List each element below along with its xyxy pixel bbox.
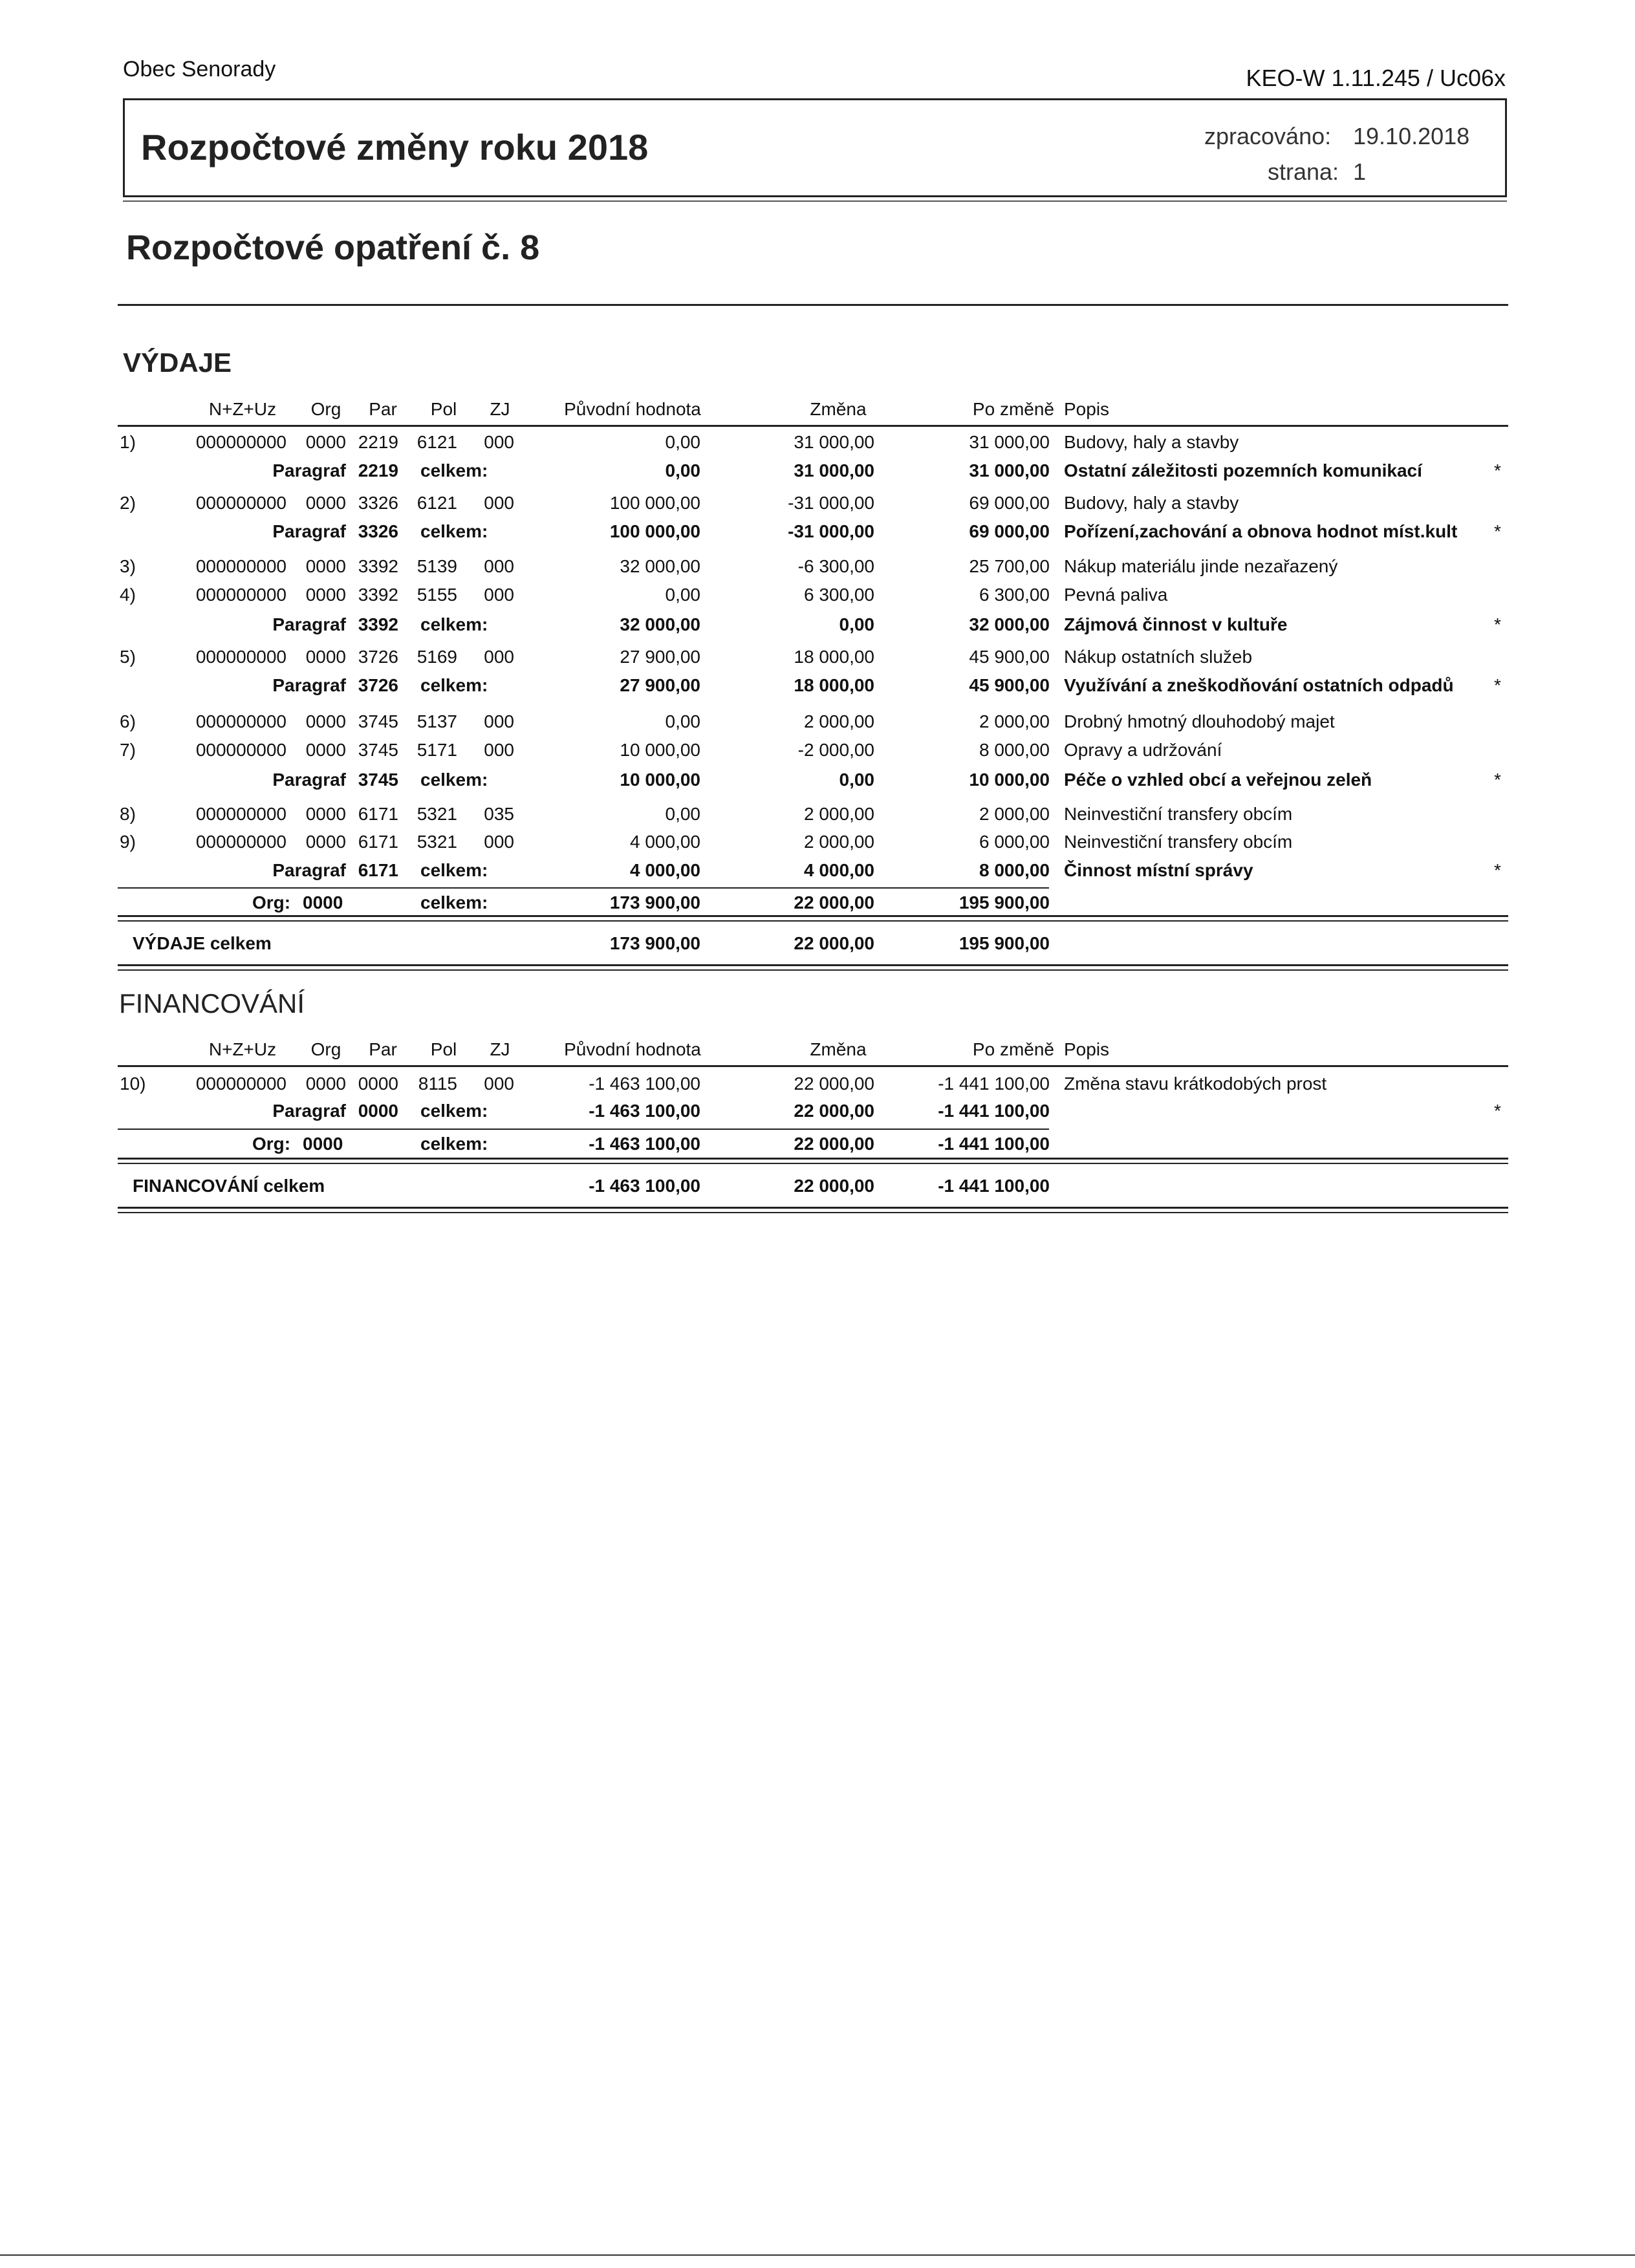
cell-par: 3326 (358, 493, 398, 513)
cell-zj: 035 (484, 804, 514, 824)
cell-desc: Opravy a udržování (1064, 740, 1222, 760)
subtotal-word: celkem: (420, 675, 488, 695)
subtotal-desc: Ostatní záležitosti pozemních komunikací (1064, 460, 1422, 481)
cell-after: 31 000,00 (969, 432, 1050, 452)
cell-nzuz: 000000000 (195, 585, 287, 605)
column-header-zj: ZJ (490, 1039, 510, 1059)
processed-date: 19.10.2018 (1353, 123, 1470, 149)
row-number: 10) (120, 1074, 146, 1094)
subtotal-after: 45 900,00 (969, 675, 1050, 695)
subtotal-original: 32 000,00 (620, 614, 700, 634)
subtotal-code: 3745 (358, 770, 398, 790)
org-total-original: 173 900,00 (609, 892, 700, 913)
cell-pol: 5321 (417, 804, 457, 824)
cell-nzuz: 000000000 (195, 432, 287, 452)
subtotal-word: celkem: (420, 614, 488, 634)
cell-after: -1 441 100,00 (938, 1074, 1050, 1094)
cell-par: 3726 (358, 647, 398, 667)
column-header-par: Par (369, 1039, 397, 1059)
cell-desc: Změna stavu krátkodobých prost (1064, 1074, 1327, 1094)
column-header-original: Původní hodnota (564, 399, 701, 419)
subtotal-star: * (1494, 521, 1501, 541)
subtotal-original: -1 463 100,00 (589, 1101, 700, 1121)
subtotal-desc: Pořízení,zachování a obnova hodnot míst.kult (1064, 521, 1458, 541)
cell-original: 0,00 (665, 711, 700, 731)
subtotal-change: 22 000,00 (794, 1101, 874, 1121)
grand-total-rule-bottom (118, 1207, 1508, 1209)
cell-desc: Nákup ostatních služeb (1064, 647, 1253, 667)
cell-pol: 6121 (417, 493, 457, 513)
cell-org: 0000 (305, 493, 346, 513)
org-total-rule (118, 1129, 1049, 1130)
column-header-desc: Popis (1064, 399, 1110, 419)
cell-after: 2 000,00 (979, 804, 1050, 824)
cell-after: 6 000,00 (979, 832, 1050, 852)
cell-nzuz: 000000000 (195, 647, 287, 667)
cell-change: -2 000,00 (797, 740, 874, 760)
cell-pol: 6121 (417, 432, 457, 452)
org-total-code: 0000 (303, 892, 343, 913)
column-header-pol: Pol (430, 399, 457, 419)
cell-org: 0000 (305, 432, 346, 452)
subtotal-after: 32 000,00 (969, 614, 1050, 634)
column-header-par: Par (369, 399, 397, 419)
cell-par: 3745 (358, 711, 398, 731)
grand-total-rule-top (118, 1158, 1508, 1160)
cell-nzuz: 000000000 (195, 740, 287, 760)
cell-change: 2 000,00 (804, 804, 874, 824)
column-header-after: Po změně (972, 1039, 1054, 1059)
row-number: 9) (120, 832, 136, 852)
cell-after: 2 000,00 (979, 711, 1050, 731)
org-total-word: celkem: (420, 892, 488, 913)
org-total-change: 22 000,00 (794, 1134, 874, 1154)
grand-total-rule-bottom-2 (118, 1212, 1508, 1213)
cell-zj: 000 (484, 432, 514, 452)
cell-original: 32 000,00 (620, 556, 700, 576)
org-total-after: 195 900,00 (958, 892, 1050, 913)
org-total-rule (118, 887, 1049, 889)
cell-pol: 5155 (417, 585, 457, 605)
cell-original: 27 900,00 (620, 647, 700, 667)
subtotal-change: -31 000,00 (788, 521, 874, 541)
cell-nzuz: 000000000 (195, 556, 287, 576)
page-number: 1 (1353, 158, 1367, 185)
title-divider (118, 304, 1508, 306)
subtotal-code: 3726 (358, 675, 398, 695)
subtotal-desc: Péče o vzhled obcí a veřejnou zeleň (1064, 770, 1372, 790)
cell-nzuz: 000000000 (195, 493, 287, 513)
subtotal-label: Paragraf (272, 521, 346, 541)
subtotal-after: -1 441 100,00 (938, 1101, 1050, 1121)
cell-after: 45 900,00 (969, 647, 1050, 667)
grand-total-label: VÝDAJE celkem (133, 933, 272, 953)
subtotal-after: 31 000,00 (969, 460, 1050, 481)
subtotal-original: 100 000,00 (609, 521, 700, 541)
column-header-original: Původní hodnota (564, 1039, 701, 1059)
subtotal-original: 10 000,00 (620, 770, 700, 790)
subtotal-desc: Využívání a zneškodňování ostatních odpadů (1064, 675, 1454, 695)
cell-zj: 000 (484, 585, 514, 605)
column-header-nzuz: N+Z+Uz (208, 399, 277, 419)
section-title-vydaje: VÝDAJE (123, 347, 232, 378)
subtotal-after: 8 000,00 (979, 860, 1050, 880)
cell-desc: Neinvestiční transfery obcím (1064, 804, 1293, 824)
column-header-zj: ZJ (490, 399, 510, 419)
subtotal-original: 27 900,00 (620, 675, 700, 695)
cell-change: -31 000,00 (788, 493, 874, 513)
grand-total-original: 173 900,00 (609, 933, 700, 953)
subtotal-label: Paragraf (272, 860, 346, 880)
document-title: Rozpočtové změny roku 2018 (141, 127, 649, 167)
subtotal-code: 6171 (358, 860, 398, 880)
cell-nzuz: 000000000 (195, 1074, 287, 1094)
cell-nzuz: 000000000 (195, 711, 287, 731)
cell-pol: 5139 (417, 556, 457, 576)
row-number: 8) (120, 804, 136, 824)
cell-zj: 000 (484, 740, 514, 760)
org-total-word: celkem: (420, 1134, 488, 1154)
subtotal-label: Paragraf (272, 770, 346, 790)
cell-zj: 000 (484, 1074, 514, 1094)
org-total-code: 0000 (303, 1134, 343, 1154)
cell-original: -1 463 100,00 (589, 1074, 700, 1094)
column-header-change: Změna (810, 1039, 867, 1059)
software-version: KEO-W 1.11.245 / Uc06x (1246, 65, 1506, 91)
cell-pol: 8115 (418, 1074, 457, 1094)
subtotal-star: * (1494, 460, 1501, 481)
section-title-financovani: FINANCOVÁNÍ (119, 988, 305, 1019)
cell-desc: Budovy, haly a stavby (1064, 493, 1239, 513)
grand-total-rule-bottom-2 (118, 969, 1508, 971)
column-header-desc: Popis (1064, 1039, 1110, 1059)
cell-after: 69 000,00 (969, 493, 1050, 513)
cell-par: 3392 (358, 556, 398, 576)
grand-total-rule-bottom (118, 964, 1508, 966)
cell-par: 6171 (358, 804, 398, 824)
subtotal-star: * (1494, 860, 1501, 880)
cell-par: 0000 (358, 1074, 398, 1094)
grand-total-rule-top (118, 915, 1508, 917)
subtotal-original: 4 000,00 (630, 860, 700, 880)
cell-org: 0000 (305, 711, 346, 731)
grand-total-change: 22 000,00 (794, 933, 874, 953)
org-total-after: -1 441 100,00 (938, 1134, 1050, 1154)
subtotal-star: * (1494, 614, 1501, 634)
cell-org: 0000 (305, 1074, 346, 1094)
column-header-after: Po změně (972, 399, 1054, 419)
subtotal-code: 2219 (358, 460, 398, 481)
column-header-org: Org (310, 399, 341, 419)
cell-org: 0000 (305, 585, 346, 605)
cell-desc: Nákup materiálu jinde nezařazený (1064, 556, 1338, 576)
subtotal-star: * (1494, 1101, 1501, 1121)
subtotal-change: 0,00 (839, 770, 874, 790)
cell-original: 0,00 (665, 585, 700, 605)
cell-change: 18 000,00 (794, 647, 874, 667)
subtotal-code: 3326 (358, 521, 398, 541)
cell-pol: 5171 (417, 740, 457, 760)
cell-desc: Neinvestiční transfery obcím (1064, 832, 1293, 852)
row-number: 1) (120, 432, 136, 452)
row-number: 2) (120, 493, 136, 513)
column-header-rule (118, 1065, 1508, 1067)
subtotal-desc: Zájmová činnost v kultuře (1064, 614, 1288, 634)
subtotal-desc: Činnost místní správy (1064, 860, 1253, 880)
grand-total-change: 22 000,00 (794, 1176, 874, 1196)
page-bottom-rule (0, 2254, 1635, 2256)
cell-change: 2 000,00 (804, 832, 874, 852)
cell-par: 3745 (358, 740, 398, 760)
grand-total-after: 195 900,00 (958, 933, 1050, 953)
column-header-nzuz: N+Z+Uz (208, 1039, 277, 1059)
subtotal-word: celkem: (420, 770, 488, 790)
cell-nzuz: 000000000 (195, 804, 287, 824)
column-header-change: Změna (810, 399, 867, 419)
cell-zj: 000 (484, 493, 514, 513)
grand-total-after: -1 441 100,00 (938, 1176, 1050, 1196)
cell-zj: 000 (484, 556, 514, 576)
cell-original: 4 000,00 (630, 832, 700, 852)
subtotal-code: 3392 (358, 614, 398, 634)
subtotal-change: 4 000,00 (804, 860, 874, 880)
subtotal-after: 10 000,00 (969, 770, 1050, 790)
subtotal-word: celkem: (420, 521, 488, 541)
cell-pol: 5137 (417, 711, 457, 731)
column-header-org: Org (310, 1039, 341, 1059)
subtotal-change: 0,00 (839, 614, 874, 634)
row-number: 7) (120, 740, 136, 760)
cell-pol: 5321 (417, 832, 457, 852)
cell-par: 6171 (358, 832, 398, 852)
cell-desc: Pevná paliva (1064, 585, 1168, 605)
grand-total-label: FINANCOVÁNÍ celkem (133, 1176, 325, 1196)
subtotal-label: Paragraf (272, 1101, 346, 1121)
row-number: 5) (120, 647, 136, 667)
grand-total-original: -1 463 100,00 (589, 1176, 700, 1196)
processed-label: zpracováno: (1204, 123, 1332, 149)
subtotal-label: Paragraf (272, 460, 346, 481)
cell-change: 22 000,00 (794, 1074, 874, 1094)
cell-change: 31 000,00 (794, 432, 874, 452)
subtotal-star: * (1494, 770, 1501, 790)
cell-org: 0000 (305, 832, 346, 852)
row-number: 4) (120, 585, 136, 605)
cell-desc: Budovy, haly a stavby (1064, 432, 1239, 452)
cell-par: 3392 (358, 585, 398, 605)
cell-org: 0000 (305, 804, 346, 824)
cell-org: 0000 (305, 647, 346, 667)
org-total-label: Org: (252, 892, 291, 913)
cell-zj: 000 (484, 711, 514, 731)
cell-after: 8 000,00 (979, 740, 1050, 760)
subtotal-code: 0000 (358, 1101, 398, 1121)
grand-total-rule-top-2 (118, 1163, 1508, 1164)
cell-change: 6 300,00 (804, 585, 874, 605)
municipality-name: Obec Senorady (123, 57, 276, 81)
grand-total-rule-top-2 (118, 920, 1508, 922)
cell-original: 10 000,00 (620, 740, 700, 760)
subtotal-change: 18 000,00 (794, 675, 874, 695)
cell-after: 25 700,00 (969, 556, 1050, 576)
cell-change: -6 300,00 (797, 556, 874, 576)
cell-zj: 000 (484, 647, 514, 667)
subtotal-word: celkem: (420, 460, 488, 481)
cell-after: 6 300,00 (979, 585, 1050, 605)
subtotal-word: celkem: (420, 860, 488, 880)
subtotal-word: celkem: (420, 1101, 488, 1121)
cell-original: 100 000,00 (609, 493, 700, 513)
subtotal-star: * (1494, 675, 1501, 695)
org-total-change: 22 000,00 (794, 892, 874, 913)
cell-pol: 5169 (417, 647, 457, 667)
subtotal-original: 0,00 (665, 460, 700, 481)
cell-desc: Drobný hmotný dlouhodobý majet (1064, 711, 1335, 731)
cell-org: 0000 (305, 556, 346, 576)
cell-par: 2219 (358, 432, 398, 452)
column-header-rule (118, 425, 1508, 427)
subtotal-after: 69 000,00 (969, 521, 1050, 541)
cell-original: 0,00 (665, 804, 700, 824)
cell-original: 0,00 (665, 432, 700, 452)
page-label: strana: (1268, 158, 1339, 185)
cell-zj: 000 (484, 832, 514, 852)
cell-org: 0000 (305, 740, 346, 760)
measure-title: Rozpočtové opatření č. 8 (126, 228, 540, 267)
cell-change: 2 000,00 (804, 711, 874, 731)
cell-nzuz: 000000000 (195, 832, 287, 852)
org-total-original: -1 463 100,00 (589, 1134, 700, 1154)
subtotal-label: Paragraf (272, 614, 346, 634)
subtotal-change: 31 000,00 (794, 460, 874, 481)
subtotal-label: Paragraf (272, 675, 346, 695)
row-number: 3) (120, 556, 136, 576)
column-header-pol: Pol (430, 1039, 457, 1059)
org-total-label: Org: (252, 1134, 291, 1154)
row-number: 6) (120, 711, 136, 731)
